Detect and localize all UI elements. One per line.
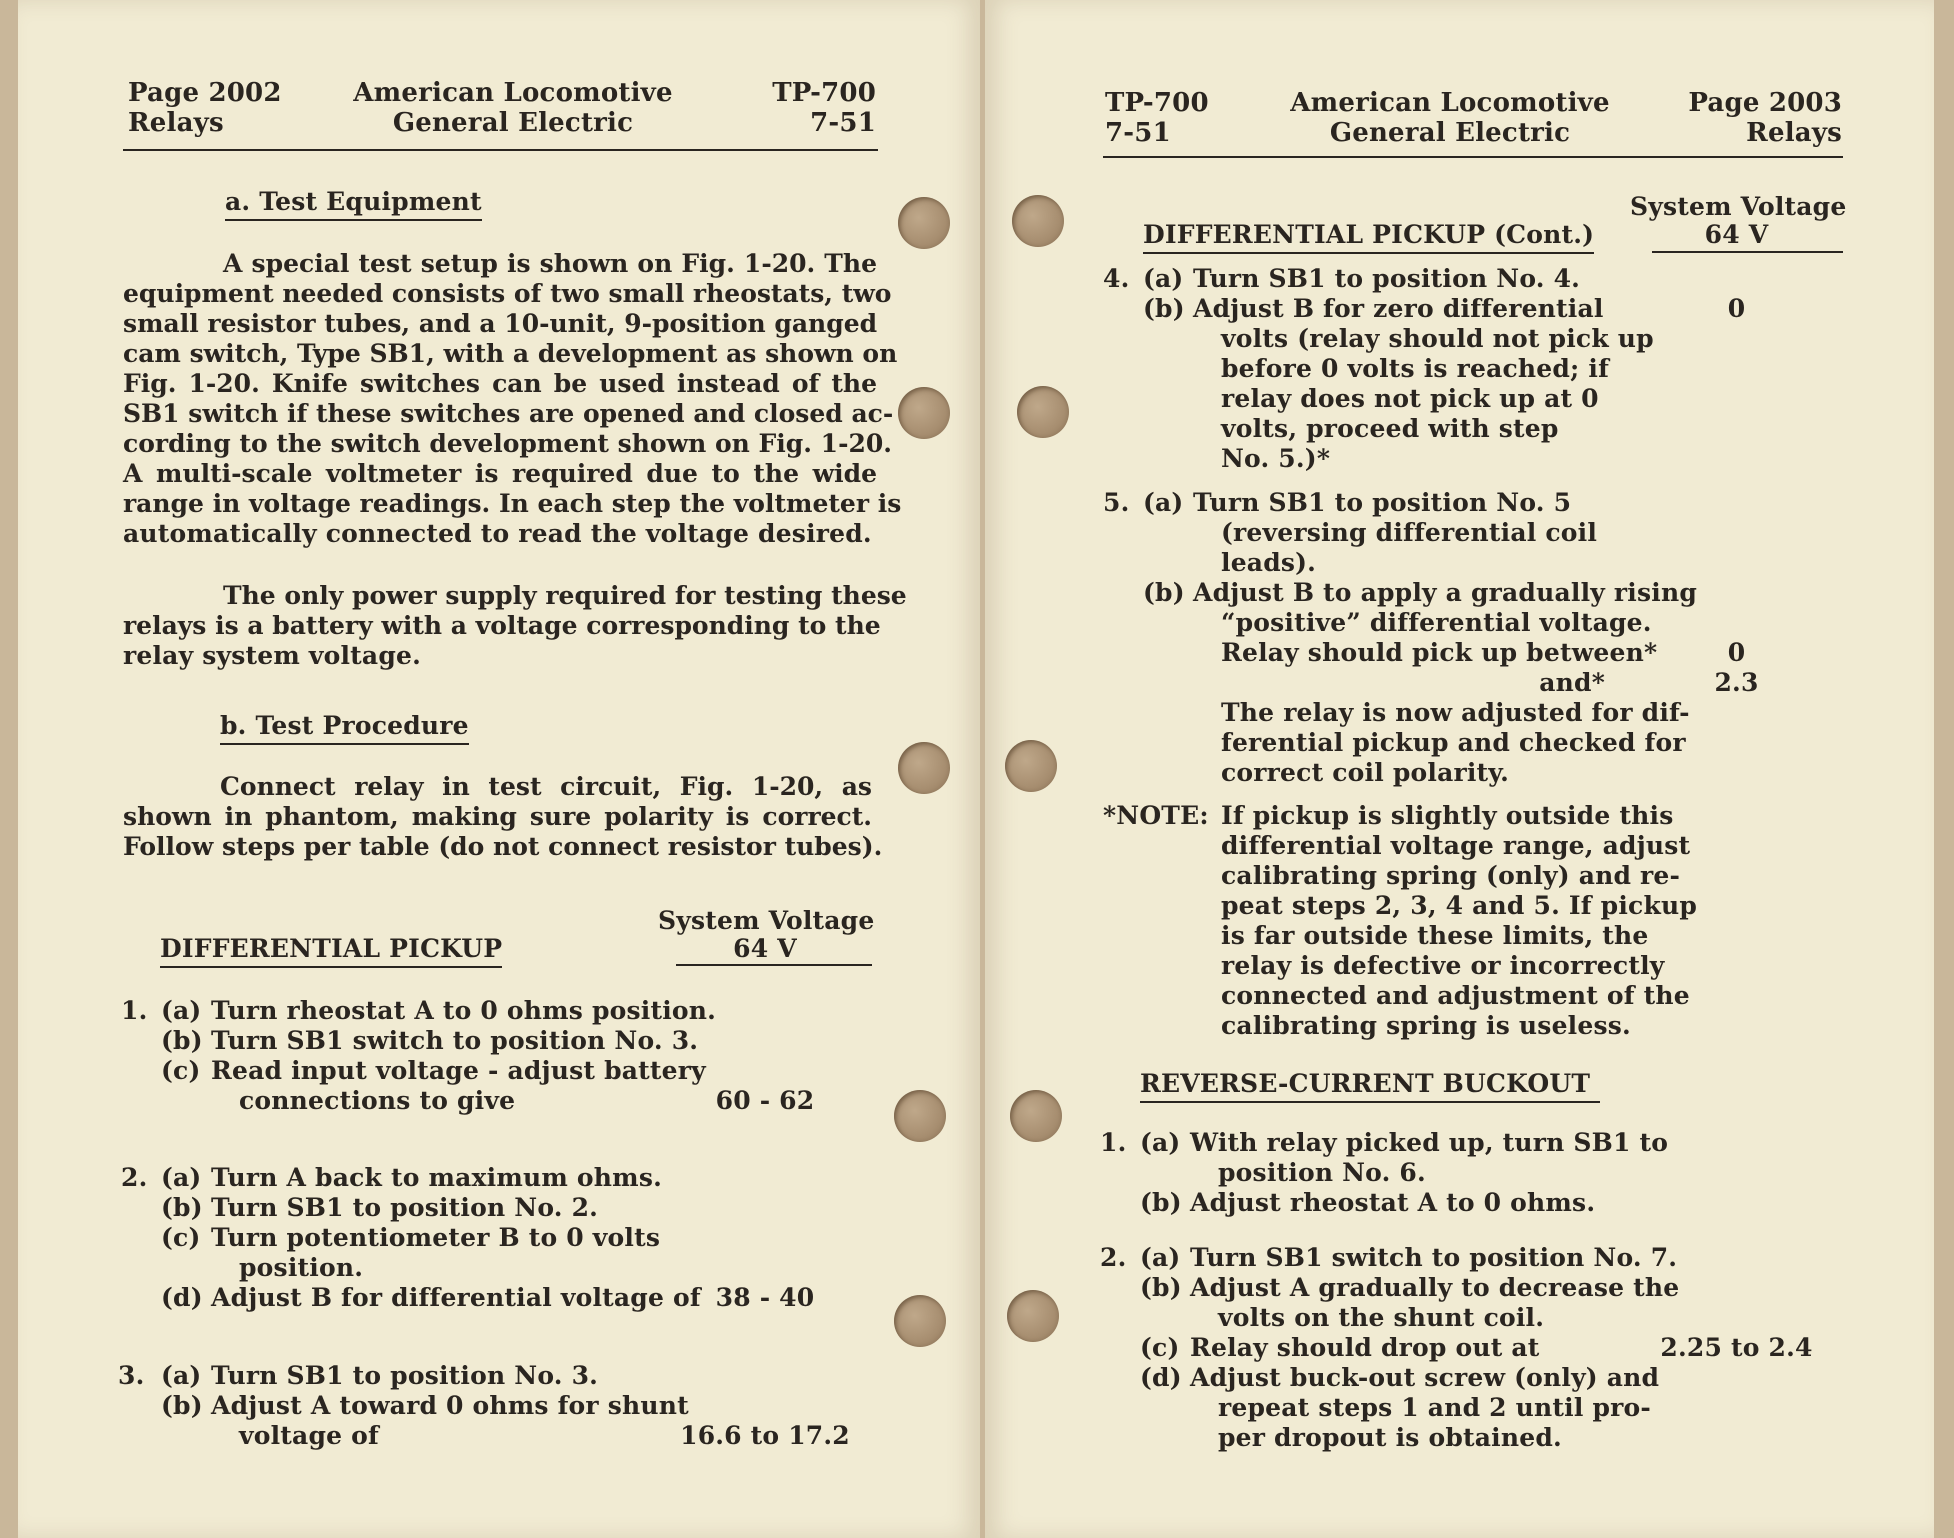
step-number: 2. <box>1100 1243 1127 1272</box>
doc-number: TP-700 <box>772 78 876 108</box>
paragraph-line: range in voltage readings. In each step the voltmeter is <box>123 489 902 518</box>
note-text: differential voltage range, adjust <box>1221 831 1691 860</box>
binder-hole <box>894 1090 946 1142</box>
step-number: 2. <box>121 1163 148 1192</box>
step-text: Turn SB1 to position No. 5 <box>1193 488 1572 517</box>
step-text: Relay should drop out at <box>1190 1333 1540 1362</box>
step-text: (reversing differential coil <box>1221 518 1598 547</box>
paragraph-line: The only power supply required for testing these <box>223 581 907 610</box>
voltage-value: 16.6 to 17.2 <box>680 1421 850 1450</box>
right-page <box>985 0 1934 1538</box>
column-rule <box>1652 251 1843 253</box>
column-heading-voltage: 64 V <box>733 934 797 963</box>
step-label: (c) <box>161 1056 201 1085</box>
step-text: No. 5.)* <box>1221 444 1331 473</box>
step-number: 1. <box>1100 1128 1127 1157</box>
paragraph-line: equipment needed consists of two small rheostats, two <box>123 279 892 308</box>
column-heading: System Voltage <box>658 906 875 935</box>
paragraph-line: A special test setup is shown on Fig. 1-20. The <box>223 249 877 278</box>
paragraph-line: Connect relay in test circuit, Fig. 1-20, as <box>220 772 872 801</box>
step-label: (a) <box>161 1163 202 1192</box>
paragraph-line: A multi-scale voltmeter is required due to the wide <box>123 459 877 488</box>
step-label: (a) <box>161 996 202 1025</box>
step-text: before 0 volts is reached; if <box>1221 354 1610 383</box>
voltage-value: 38 - 40 <box>715 1283 815 1312</box>
section-heading: a. Test Equipment <box>225 187 482 221</box>
binder-hole <box>898 387 950 439</box>
step-label: (d) <box>161 1283 203 1312</box>
doc-date: 7-51 <box>810 108 876 138</box>
binder-hole <box>1017 386 1069 438</box>
binder-hole <box>1005 740 1057 792</box>
step-text: volts on the shunt coil. <box>1218 1303 1545 1332</box>
note-label: *NOTE: <box>1103 801 1209 830</box>
step-number: 4. <box>1103 264 1130 293</box>
step-text: Adjust A toward 0 ohms for shunt <box>211 1391 689 1420</box>
column-rule <box>676 964 872 966</box>
step-label: (d) <box>1140 1363 1182 1392</box>
binder-hole <box>1010 1090 1062 1142</box>
step-label: (b) <box>161 1391 203 1420</box>
paragraph-line: small resistor tubes, and a 10-unit, 9-position ganged <box>123 309 878 338</box>
step-text: Turn SB1 switch to position No. 7. <box>1190 1243 1678 1272</box>
step-text: Turn SB1 to position No. 4. <box>1193 264 1581 293</box>
voltage-value: 2.25 to 2.4 <box>1660 1333 1813 1362</box>
step-label: (b) <box>1143 294 1185 323</box>
section-name: Relays <box>128 108 224 138</box>
paragraph-line: Follow steps per table (do not connect resistor tubes). <box>123 832 883 861</box>
note-text: calibrating spring is useless. <box>1221 1011 1631 1040</box>
step-text: Read input voltage - adjust battery <box>211 1056 706 1085</box>
step-label: (b) <box>161 1026 203 1055</box>
section-heading: b. Test Procedure <box>220 711 469 745</box>
step-number: 5. <box>1103 488 1130 517</box>
step-text: per dropout is obtained. <box>1218 1423 1562 1452</box>
binder-hole <box>898 742 950 794</box>
step-text: Adjust rheostat A to 0 ohms. <box>1190 1188 1596 1217</box>
step-text: position. <box>239 1253 364 1282</box>
step-label: (a) <box>1140 1243 1181 1272</box>
step-text: voltage of <box>239 1421 379 1450</box>
step-text: Adjust buck-out screw (only) and <box>1190 1363 1660 1392</box>
step-text: Turn rheostat A to 0 ohms position. <box>211 996 717 1025</box>
step-text: With relay picked up, turn SB1 to <box>1190 1128 1669 1157</box>
step-text: volts, proceed with step <box>1221 414 1559 443</box>
binder-hole <box>898 197 950 249</box>
paragraph-line: relays is a battery with a voltage corresponding to the <box>123 611 881 640</box>
table-heading: DIFFERENTIAL PICKUP <box>160 934 502 968</box>
paragraph-line: shown in phantom, making sure polarity is correct. <box>123 802 872 831</box>
voltage-value: 0 <box>1727 294 1746 323</box>
step-label: (b) <box>1140 1188 1182 1217</box>
column-heading: System Voltage <box>1630 192 1847 221</box>
note-text: connected and adjustment of the <box>1221 981 1690 1010</box>
note-text: relay is defective or incorrectly <box>1221 951 1665 980</box>
voltage-value: 0 <box>1727 638 1746 667</box>
step-text: Adjust B for zero differential <box>1193 294 1604 323</box>
step-text: “positive” differential voltage. <box>1221 608 1652 637</box>
page-number: Page 2002 <box>128 78 282 108</box>
header-rule <box>1103 156 1843 158</box>
step-text: volts (relay should not pick up <box>1221 324 1654 353</box>
step-text: repeat steps 1 and 2 until pro- <box>1218 1393 1651 1422</box>
step-text: Adjust A gradually to decrease the <box>1190 1273 1680 1302</box>
voltage-value: 2.3 <box>1714 668 1759 697</box>
step-label: (a) <box>1143 264 1184 293</box>
step-text: Adjust B for differential voltage of <box>211 1283 701 1312</box>
step-text: connections to give <box>239 1086 516 1115</box>
paragraph-line: Fig. 1-20. Knife switches can be used instead of the <box>123 369 877 398</box>
voltage-value: 60 - 62 <box>715 1086 815 1115</box>
step-text: Turn A back to maximum ohms. <box>211 1163 663 1192</box>
note-text: is far outside these limits, the <box>1221 921 1649 950</box>
binder-hole <box>1007 1290 1059 1342</box>
company-line-1: American Locomotive <box>353 78 673 108</box>
company-line-2: General Electric <box>392 108 634 138</box>
left-page <box>18 0 980 1538</box>
step-label: (a) <box>1140 1128 1181 1157</box>
paragraph-line: cording to the switch development shown on Fig. 1-20. <box>123 429 892 458</box>
company-line-1: American Locomotive <box>1290 88 1610 118</box>
binder-hole <box>894 1295 946 1347</box>
step-text: Turn potentiometer B to 0 volts <box>211 1223 661 1252</box>
step-text: ferential pickup and checked for <box>1221 728 1686 757</box>
step-text: leads). <box>1221 548 1317 577</box>
step-label: (a) <box>1143 488 1184 517</box>
step-text: Adjust B to apply a gradually rising <box>1193 578 1698 607</box>
step-text: relay does not pick up at 0 <box>1221 384 1599 413</box>
doc-number: TP-700 <box>1105 88 1209 118</box>
table-heading: REVERSE-CURRENT BUCKOUT <box>1140 1069 1600 1103</box>
step-text: The relay is now adjusted for dif- <box>1221 698 1690 727</box>
note-text: peat steps 2, 3, 4 and 5. If pickup <box>1221 891 1698 920</box>
step-label: (c) <box>1140 1333 1180 1362</box>
table-heading: DIFFERENTIAL PICKUP (Cont.) <box>1143 220 1594 254</box>
company-line-2: General Electric <box>1329 118 1571 148</box>
step-text: Turn SB1 to position No. 3. <box>211 1361 599 1390</box>
step-label: (c) <box>161 1223 201 1252</box>
step-text: and* <box>1539 668 1605 697</box>
paragraph-line: relay system voltage. <box>123 641 422 670</box>
step-number: 1. <box>121 996 148 1025</box>
step-label: (a) <box>161 1361 202 1390</box>
step-text: correct coil polarity. <box>1221 758 1510 787</box>
column-heading-voltage: 64 V <box>1704 220 1769 249</box>
step-label: (b) <box>1140 1273 1182 1302</box>
step-label: (b) <box>1143 578 1185 607</box>
step-label: (b) <box>161 1193 203 1222</box>
header-rule <box>123 149 878 151</box>
step-text: position No. 6. <box>1218 1158 1426 1187</box>
paragraph-line: SB1 switch if these switches are opened and closed ac- <box>123 399 894 428</box>
note-text: If pickup is slightly outside this <box>1221 801 1674 830</box>
doc-date: 7-51 <box>1105 118 1171 148</box>
note-text: calibrating spring (only) and re- <box>1221 861 1681 890</box>
binder-hole <box>1012 195 1064 247</box>
section-name: Relays <box>1746 118 1842 148</box>
step-text: Turn SB1 to position No. 2. <box>211 1193 599 1222</box>
step-text: Turn SB1 switch to position No. 3. <box>211 1026 699 1055</box>
paragraph-line: automatically connected to read the voltage desired. <box>123 519 872 548</box>
step-text: Relay should pick up between* <box>1221 638 1658 667</box>
step-number: 3. <box>118 1361 145 1390</box>
page-number: Page 2003 <box>1688 88 1842 118</box>
paragraph-line: cam switch, Type SB1, with a development as shown on <box>123 339 898 368</box>
